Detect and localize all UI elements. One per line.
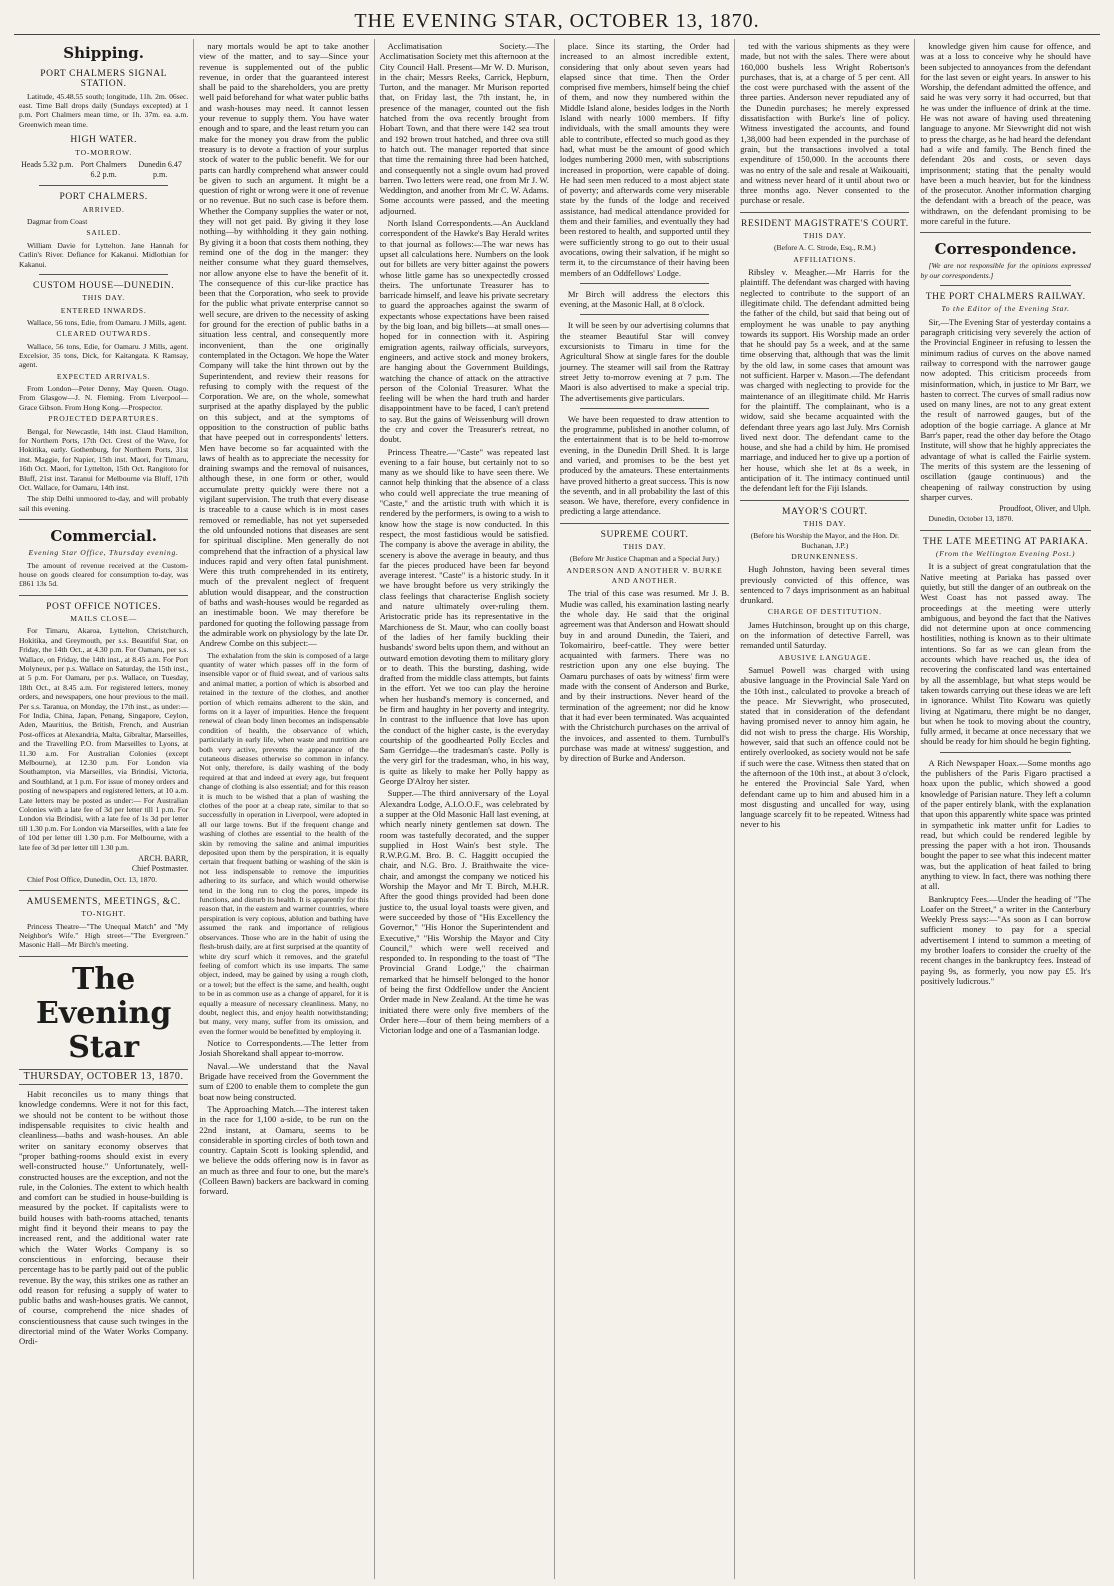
divider <box>740 500 909 501</box>
amusements-title: AMUSEMENTS, MEETINGS, &C. <box>26 897 181 908</box>
resident-court-sub: THIS DAY. <box>803 231 847 241</box>
port-signal-text: Latitude, 45.48.55 south; longitude, 11h. 2m. 06sec. east. Time Ball drops daily (Sundays excepted) at 1 p.m. Port Chalmers mean time, or 1h. 37m. ea. a.m. Greenwich mean time. <box>19 91 189 129</box>
divider <box>19 890 188 891</box>
supreme-court-before: (Before Mr Justice Chapman and a Special Jury.) <box>569 554 720 564</box>
oddfellows-continued: place. Since its starting, the Order had increased to an almost incredible extent, considering that only about seven years had elapsed since that time. Then the Order comprised five members, himself being the chief of them, and now they numbered within the Middle Island alone, besides lodges in the North Island with nearly 1000 members. If fifty individuals, with the small amounts they were able to contribute, effected so much good as they had, what must be the amount of good which lodges numbering 2000 men, with subscriptions increased in proportion, were capable of doing. He had seen men reduced to a most abject state of poverty; and afterwards come very miserable state by the funds of the lodge and received assistance, had medical attendance provided for them and their families, and eventually they had been restored to health, and supported until they were sufficiently strong to go out to their usual avocations, owing their salvation, if he might so term it, to the circumstance of their having been members of an Oddfellows' Lodge. <box>559 41 730 278</box>
naval-paragraph: Naval.—We understand that the Naval Brigade have received from the Government the sum of £200 to enable them to complete the gun boat now being constructed. <box>199 1060 369 1102</box>
birch-notice: Mr Birch will address the electors this evening, at the Masonic Hall, at 8 o'clock. <box>559 288 730 310</box>
column-2 <box>194 39 374 1579</box>
supreme-court-sub: THIS DAY. <box>623 542 666 552</box>
affiliations-sub: AFFILIATIONS. <box>793 254 857 264</box>
tide-heads: Heads 5.32 p.m. <box>21 159 74 169</box>
high-water-title: HIGH WATER. <box>70 135 137 146</box>
pariaka-source: (From the Wellington Evening Post.) <box>935 549 1076 559</box>
tide-dunedin: Dunedin 6.47 p.m. <box>138 159 182 180</box>
column-1 <box>14 39 194 1579</box>
projected-text: Bengal, for Newcastle, 14th inst. Claud Hamilton, for Northern Ports, 17th Oct. Crest of the Wave, for Hokitika, early. Gothenburg, for Northern Ports, 31st inst. Maggie, for Napier, 15th inst. Maori, for Timaru, 16th Oct. Maori, for Lyttelton, 15th Oct. Rangitoto for Bluff, 21st inst. Taranui for Melbourne via Bluff, 17th Oct. Wallace, for Oamaru, 14th inst. <box>19 426 189 492</box>
drunkenness-sub: DRUNKENNESS. <box>791 551 859 561</box>
postmaster-title: Chief Postmaster. <box>131 864 189 874</box>
evening-star-title: The Evening Star <box>35 961 172 1065</box>
mayors-court-title: MAYOR'S COURT. <box>782 506 868 517</box>
commercial-office: Evening Star Office, Thursday evening. <box>28 548 179 558</box>
high-water-sub: TO-MORROW. <box>75 147 133 157</box>
commercial-text: The amount of revenue received at the Custom-house on goods cleared for consumption to-day, was £861 13s 5d. <box>19 560 189 589</box>
divider <box>940 752 1070 753</box>
divider <box>940 285 1070 286</box>
shipping-heading: Shipping. <box>63 44 145 62</box>
destitution-text: James Hutchinson, brought up on this charge, on the information of detective Farrell, was remanded until Saturday. <box>740 619 910 651</box>
acclimatisation-paragraph: Acclimatisation Society.—The Acclimatisation Society met this afternoon at the City Council Hall. Present—Mr W. D. Murison, in the chair; Messrs Reeks, Carrick, Hepburn, Turton, and the manager. Mr Murison reported that, on Friday last, the 7th instant, he, in presence of the manager, counted out the fish hatched from the ova recently brought from Hobart Town, and that there were 142 sea trout and 192 brown trout hatched, and three ova still to hatch out. The manager reported that since that time the remaining three had been hatched, and consequently not a single ovum had proved barren. Two letters were read, one from Mr J. W. Weddington, and another from Mr C. W. Adams. Some accounts were passed, and the meeting adjourned. <box>379 41 549 216</box>
custom-house-sub: THIS DAY. <box>82 293 125 303</box>
cleared-sub: CLEARED OUTWARDS. <box>56 329 151 339</box>
abusive-text: Samuel Powell was charged with using abusive language in the Provincial Sale Yard on the 10th inst., calculated to provoke a breach of the peace. Mr Sievwright, who prosecuted, stated that in consideration of the defendant having promised never to annoy him again, he did not wish to press the charge. His Worship, however, said that such an offence could not be entirely overlooked, as society would not be safe if such were the case. Witness then stated that on the afternoon of the 10th inst., at about 3 o'clock, he entered the Provincial Sale Yard, when defendant came up to him and abused him in a most disgusting and uncalled for way, using language scarcely fit to be repeated. Witness had never to his <box>740 664 910 830</box>
port-chalmers-title: PORT CHALMERS. <box>59 192 148 203</box>
notice-correspondents: Notice to Correspondents.—The letter from Josiah Shorekand shall appear to-morrow. <box>199 1038 369 1059</box>
postmaster-place: Chief Post Office, Dunedin, Oct. 13, 1870. <box>27 874 157 884</box>
expected-sub: EXPECTED ARRIVALS. <box>56 371 151 381</box>
projected-sub: PROJECTED DEPARTURES. <box>48 414 159 424</box>
divider <box>920 232 1090 233</box>
resident-court-before: (Before A. C. Strode, Esq., R.M.) <box>774 243 876 253</box>
railway-to: To the Editor of the Evening Star. <box>941 304 1070 314</box>
supreme-court-title: SUPREME COURT. <box>600 529 689 540</box>
editorial-text: Habit reconciles us to many things that knowledge condemns. Were it not for this fact, we should not be content to be without those indispensable requisites to civic health and cleanliness—baths and wash-houses. An able writer on sanitary economy observes that "proper bathing-rooms should exist in every well-constructed house." Unfortunately, well-constructed houses are the exception, and not the rule, in the Colonies. The extent to which health and comfort can be studied in house-building is measured by the pocket. If capitalists were to build houses with bath-rooms attached, tenants might find it beyond their means to pay the increased rent, and the additional water rate which the Water Works Company is so conscientious in enforcing, because their percentage has to be partly paid out of the public revenue. By the way, this strikes one as rather an odd reason for refusing a supply of water to public baths and wash-houses gratis. We cannot, of course, comprehend the nice shades of conscientiousness that cause such twinges in the directorial mind of the Water Works Company. Ordi- <box>19 1089 189 1347</box>
railway-signature: Proudfoot, Oliver, and Ulph. <box>999 504 1091 514</box>
amusements-sub: TO-NIGHT. <box>81 909 126 919</box>
divider <box>39 185 168 186</box>
port-signal-title: PORT CHALMERS SIGNAL STATION. <box>40 69 168 90</box>
bankruptcy-fees: Bankruptcy Fees.—Under the heading of "The Loafer on the Street," a writer in the Canterbury Weekly Press says:—"As soon as I can borrow sufficient money to pay for a special advertisement I intend to summon a meeting of my brother loafers to consider the cruelty of the recent changes in the bankruptcy fees. Instead of paying 9s, as formerly, you now pay £5. It's positively ludicrous." <box>920 893 1091 986</box>
divider <box>580 408 709 409</box>
match-paragraph: The Approaching Match.—The interest taken in the race for 1,100 a-side, to be run on the 22nd instant, at Oamaru, seems to be considerable in sporting circles of both town and country. Captain Scott is looking splendid, and we believe the odds offering now is in favor as an much as three and four to one, but the mare's (Colleen Bawn) backers are backward in coming forward. <box>199 1103 369 1197</box>
correspondence-note: [We are not responsible for the opinions expressed by our correspondents.] <box>920 261 1091 280</box>
destitution-sub: CHARGE OF DESTITUTION. <box>767 607 882 617</box>
masthead: THE EVENING STAR, OCTOBER 13, 1870. <box>14 8 1100 35</box>
sailed-text: William Davie for Lyttelton. Jane Hannah for Catlin's River. Defiance for Kakanui. Midlothian for Kakanui. <box>19 240 189 269</box>
post-office-title: POST OFFICE NOTICES. <box>46 601 162 612</box>
mails-text: For Timaru, Akaroa, Lyttelton, Christchurch, Hokitika, and Greymouth, per s.s. Beautiful Star, on Friday, the 14th Oct., at 4.30 p.m. For Oamaru, per s.s. Wallace, on Friday, the 14th inst., at 8.45 a.m. For Port Molyneux, per p.s. Wallace on Saturday, the 15th inst., at 5 p.m. For Oamaru, per p.s. Wallace, on Tuesday, 18th Oct., at 8.45 a.m. For registered letters, money orders, and newspapers, one hour previous to the mail. Per s.s. Taranua, on Monday, the 17th inst., as under:— For India, China, Japan, Penang, Singapore, Ceylon, Aden, Mauritius, the British, French, and Austrian Post-offices at Alexandria, Malta, Gibraltar, Marseilles, and the Travelling P.O. from Marseilles to Lyons, at 11.30 a.m. For Australian Colonies (except Melbourne), at 12.30 p.m. For London via Southampton, via Marseilles, via Brindisi, Victoria, and Southland, at 1 p.m. For issue of money orders and posting of newspapers and registered letters, at 10 a.m. Late letters may be posted as under:— For Australian Colonies with a late fee of 3d per letter till 1 p.m. For London via Brindisi, with a late fee of 1s 3d per letter till 1.30 p.m. For London via Marseilles, with a late fee of 10d per letter till 1.30 p.m. For Melbourne, with a late fee of 3d per letter till 1.30 p.m. <box>19 626 189 852</box>
supper-paragraph: Supper.—The third anniversary of the Loyal Alexandra Lodge, A.I.O.O.F., was celebrated by a supper at the Old Masonic Hall last evening, at which nearly ninety gentlemen sat down. The room was tastefully decorated, and the supper supplied in Host Wain's best style. The R.W.P.G.M. Bro. B. C. Haggitt occupied the chair, and N.G. Bro. J. Braithwaite the vice-chair, and amongst the company we noticed his Worship the Mayor and Mr T. Birch, M.H.R. After the good things provided had been done justice to, the usual loyal toasts were given, and were succeeded by those of "His Excellency the Governor," "His Honor the Superintendent and Executive," "His Worship the Mayor and City Council," which were well received and responded to. In responding to the toast of "The Provincial Grand Lodge," the chairman remarked that he himself belonged to the honor of being the first Oddfellow under the Ancient Order made in New Zealand. At the time he was initiated there were only five members of the Order here—four of them being members of a Victorian lodge and one of a Tasmanian lodge. <box>379 788 549 1036</box>
abusive-continued: knowledge given him cause for offence, and was at a loss to conceive why he should have been subjected to annoyances from the defendant for the last seven or eight years. In answer to his Worship, the defendant admitted the offence, and said he was very sorry it had occurred, but that he was under the influence of drink at the time. He was not aware of having used threatening language to anyone. Mr Sievwright did not wish to press the charge, as he had heard the defendant had a wife and family. The Bench fined the defendant 20s and costs, or seven days imprisonment; stating that the penalty would have been a much heavier, but for the kindness of the prosecutor. Another information charging the defendant with a breach of the peace, was withdrawn, on the defendant promising to be more careful in the future. <box>920 41 1091 227</box>
excursion-notice: It will be seen by our advertising columns that the steamer Beautiful Star will convey excursionists to Timaru in time for the Agricultural Show at single fares for the double journey. The steamer will sail from the Rattray street Jetty to-morrow evening at 7 p.m. The Maori is also advertised to make a special trip. The advertisements give particulars. <box>559 320 730 403</box>
divider <box>580 314 709 315</box>
combe-quote: The exhalation from the skin is composed of a large quantity of water which passes off in the form of insensible vapor or of fluid sweat, and of various salts and animal matter, a portion of which is absorbed and retained in the texture of the clothes, and another portion of which remains adherent to the skin, and forms on it a layer of impurities. Hence the frequent renewal of clean body linen becomes an indispensable condition of health, the observance of which, particularly in early life, when waste and nutrition are both very active, prevents the appearance of the cutaneous diseases otherwise so common in infancy. Not only, therefore, is daily washing of the body required at that and indeed at every age, but frequent change of clothing is also essential; and for this reason it is much to be wished that a plan of washing the clothes of the poor at a cheap rate, similar to that so successfully in operation in Liverpool, were adopted in all our large towns. But if the frequent change and washing of clothes are essential to the health of the skin by removing the saline and animal impurities deposited upon them by the perspiration, it is equally certain that frequent bathing or washing of the skin is not less indispensable to remove the impurities adhering to its surface, and which would otherwise tend in the long run to clog the pores, impede its functions, and disturb its health. It is apparently for this reason that, in the eastern and warmer countries, where perspiration is very copious, ablution and bathing have assumed the rank and importance of religious observances. Those who are in the habit of using the flesh-brush daily, are at first surprised at the quantity of white dry scurf which it removes, and the grateful feeling of comfort which its use imparts. The same object, indeed, may be gained by using a rough cloth, or a towel; but the effect is the same, and health, ought to be in as common use as a change of apparel, for it is equally a measure of necessary cleanliness. Many, no doubt, neglect this, and enjoy health notwithstanding; but many, very many, suffer from its omission, and even the former would be benefitted by employing it. <box>199 650 369 1036</box>
tide-port: Port Chalmers 6.2 p.m. <box>80 159 127 180</box>
mails-sub: MAILS CLOSE— <box>70 614 138 624</box>
divider <box>560 523 729 524</box>
custom-house-title: CUSTOM HOUSE—DUNEDIN. <box>33 280 175 291</box>
commercial-heading: Commercial. <box>50 527 157 546</box>
supreme-court-case: ANDERSON AND ANOTHER V. BURKE AND ANOTHER. <box>566 565 723 586</box>
column-4 <box>555 39 735 1579</box>
divider <box>740 212 909 213</box>
amusements-text: Princess Theatre—"The Unequal Match" and "My Neighbor's Wife." High street—"The Evergreen." Masonic Hall—Mr Birch's meeting. <box>19 921 189 950</box>
railway-title: THE PORT CHALMERS RAILWAY. <box>925 292 1086 303</box>
column-5 <box>735 39 915 1579</box>
cleared-text: Wallace, 56 tons, Edie, for Oamaru. J Mills, agent. Excelsior, 35 tons, Dick, for Kaitangata. K Ramsay, agent. <box>19 341 189 370</box>
arrived-sub: ARRIVED. <box>82 204 125 214</box>
abusive-sub: ABUSIVE LANGUAGE. <box>778 652 872 662</box>
column-3 <box>375 39 555 1579</box>
railway-letter: Sir,—The Evening Star of yesterday contains a paragraph criticising very severely the action of the Provincial Engineer in refusing to lessen the minimum radius of curves on the above named railway to correspond with the narrower gauge now adopted. This criticism proceeds from misinformation, which, in justice to Mr Barr, we hasten to correct. The curves of small radius now used on many lines, are not to any great extent the result of narrowed gauges, but of the adoption of the bogie carriage. A glance at Mr Barr's paper, read the other day before the Otago Institute, will show that he highly appreciates the advantage of what is called the Fairlie system. The merits of this system are the lessening of oscillation (gauge continuous) and the cheapening of railway construction by using sharper curves. <box>920 316 1091 502</box>
pariaka-title: THE LATE MEETING AT PARIAKA. <box>922 536 1089 547</box>
pariaka-text: It is a subject of great congratulation that the Native meeting at Pariaka has passed over quietly, but still the danger of an outbreak on the West Coast has not passed away. The proceedings at the meeting were utterly ambiguous, and beyond the fact that the Natives did not determine upon at once commencing hostilities, nothing is known as to their ultimate intentions. So far as we can glean from the accounts which have reached us, the idea of recovering the confiscated land was entertained by all the assemblage, but what steps would be taken towards carrying out these ideas we are left in ignorance. Whilst Tito Kowaru was quietly living at Ngatimaru, there might be no danger, but when he took to moving about the country, fully armed, it became at once necessary that we should be ready for him should he begin fighting. <box>920 561 1091 747</box>
north-island-paragraph: North Island Correspondents.—An Auckland correspondent of the Hawke's Bay Herald writes to that journal as follows:—The war news has upset all calculations here. Numbers on the look out for billets are very bitter against the powers whose little game has so unexpectedly crossed theirs. The unfortunate Treasurer has to barricade himself, and leave his private secretary to guard the approaches against the swarm of expectants whose expectations have been raised by the big loan, and big billets—at small ones—hoped for in connection with it. Aspiring emigration agents, railway officials, surveyors, engineers, and active stock and money brokers, are hanging about the Government Buildings, watching the chance of attack on the attractive person of the Colonial Treasurer. What the feeling will be when the hard truth and harder disappointment have to be faced, I can't pretend to say. But the gains of Weissenburg will drown the cry and cover the Treasurer's retreat, no doubt. <box>379 218 549 445</box>
sailed-sub: SAILED. <box>86 228 121 238</box>
divider <box>920 530 1090 531</box>
princess-theatre-paragraph: Princess Theatre.—"Caste" was repeated last evening to a fair house, but certainly not to so many as we should like to have seen there. We cannot help thinking that the absence of a class who could well appreciate the true meaning of "Caste," and the artistic truth with which it is rendered by the performers, is owing to a wish to know how the stage is now conducted. In this respect, the most fastidious would be satisfied. The company is above the average in ability, the scenery is above the average in beauty, and thus far the pieces produced have been far beyond average interest. "Caste" is a historic study. In it we have brought before us very strikingly the class feelings that characterise English society and nature ultimately over-ruling them. Aristocratic pride has its representative in the Marchioness de St. Maur, who can coolly boast of the ladies of her family buckling their husbands' sword belts upon them, and without an outward emotion devoting them to military glory or to death. This the bursting, dashing, wide drafted from the middle class attempts, but faints in the effort. Yet we too can play the heroine when her husband's memory is concerned, and be firm and haughty in her poverty and integrity. In contrast to the influence that love has upon the conduct of the higher caste, is the everyday courtship of the goodhearted Polly Eccles and Sam Gerridge—the tradesman's caste. Polly is the very girl for the tradesman, who, in his way, is quite as likely to make her Polly happy as George D'Alroy her sister. <box>379 446 549 787</box>
divider <box>580 283 709 284</box>
supreme-court-continued: ted with the various shipments as they were made, but not with the sales. There were about 160,000 bushels less Wright Robertson's purchases, that is, at a charge of 5 per cent. All the cost were purchased with the assent of the three parties. Anderson never repudiated any of the Dunedin purchases; he merely expressed dissatisfaction with Burke's line of policy. Witness investigated the accounts, and found 1,38,000 had been expended in the purchase of grain, but the transactions involved a total expenditure of 150,000. In the accounts there was no entry of the sale and resale at Waikouaiti, and witness never heard of it until about two or three months ago. Never consented to the purchase or resale. <box>740 41 910 206</box>
divider <box>19 519 188 520</box>
tide-table <box>19 160 188 181</box>
mayors-court-before: (Before his Worship the Mayor, and the Hon. Dr. Buchanan, J.P.) <box>750 531 900 550</box>
drunkenness-text: Hugh Johnston, having been several times previously convicted of this offence, was sentenced to 7 days imprisonment as an habitual drunkard. <box>740 564 910 606</box>
divider <box>39 274 168 275</box>
supreme-court-text: The trial of this case was resumed. Mr J. B. Mudie was called, his examination lasting nearly the whole day. He said that the original agreement was that Anderson and Howatt should buy in and around Dunedin, the Taieri, and Tokomairiro, beef-cattle. They were better acquainted with farmers. There was no restriction upon any one else buying. The Oamaru purchases of oats by witness' firm were made with the consent of Anderson and Burke, and by their instructions. Never heard of the termination of the agreement; nor did he know that it had ever been terminated. Was acquainted with the Christchurch purchases on the arrival of the invoices, and assented to them. Turnbull's purchase was made at witness' suggestion, and by direction of Burke and Anderson. <box>559 588 730 764</box>
newspaper-hoax: A Rich Newspaper Hoax.—Some months ago the publishers of the Paris Figaro practised a hoax upon the public, which showed a good knowledge of Parisian nature. They left a column of the paper entirely blank, with the explanation that upon this apparently white space was printed in sympathetic ink matter unfit for Ladies to read, but which could be rendered legible by pressing the paper with a hot iron. Thousands bought the paper to see what this indecent matter was, but the application of heat failed to bring anything to view. In fact, there was nothing there at all. <box>920 757 1091 892</box>
entertainment-notice: We have been requested to draw attention to the programme, published in another column, of the entertainment that is to be held to-morrow evening, in the Dunedin Drill Shed. It is large and varied, and promises to be the best yet produced by the amateurs. These entertainments have proved hitherto a great success. This is now the seventh, and in all probability the last of this season. We have, therefore, every confidence in predicting a large attendance. <box>559 413 730 517</box>
delhi-text: The ship Delhi unmoored to-day, and will probably sail this evening. <box>19 494 189 513</box>
divider <box>19 956 188 957</box>
editorial-dateline: THURSDAY, OCTOBER 13, 1870. <box>19 1069 188 1085</box>
correspondence-heading: Correspondence. <box>934 240 1077 259</box>
resident-court-text: Ribsley v. Meagher.—Mr Harris for the plaintiff. The defendant was charged with having neglected to contribute to the support of an illegitimate child. The defendant admitted being the father of the child, but said that being out of employment he was unable to pay anything towards its support. His Worship made an order that he should pay 5s a week, and at the same time observing that, although that was the limit by the old law, in some cases that amount was not sufficient. Harper v. Mason.—The defendant was charged with neglecting to provide for the maintenance of an illegitimate child. Mr Harris for the plaintiff. The complainant, who is a widow, said she became acquainted with the defendant three years ago last July. Mrs Cornish lived next door. The defendant came to the house, and she had a child by him. He promised marriage, and induced her to give up a portion of her house, which she let at 8s a week, in anticipation of it. The intimacy continued until the defendant left for the Fiji Islands. <box>740 267 910 494</box>
expected-text: From London—Peter Denny, May Queen. Otago. From Glasgow—J. N. Fleming. From Liverpool—Grace Gibson. From Hong Kong.—Prospector. <box>19 384 189 412</box>
divider <box>19 595 188 596</box>
editorial-continued: nary mortals would be apt to take another view of the matter, and to say—Since your revenue is supplemented out of the public revenue, in order that the guaranteed interest shall be paid to the shareholders, you are pretty well paid beforehand for what water public baths and wash-houses may need. It cannot lessen your revenue to supply them. You have water enough and to spare, and the least return you can make for the money you draw from the public treasury is to devote a fraction of your surplus stock of water to the public benefit. We for our parts can hardly comprehend what answer could be given to such an argument. It might be a question of right or wrong were it one of revenue or no revenue. But no such case is before them. Whether the Company supplies the water or not, they will not get paid. By giving it they lose nothing—by withholding it they gain nothing. By giving it a boon that costs them nothing, they remind one of the dog in the manger: they neither consume what they guard themselves, nor allow anyone else to have the benefit of it. The consequence of this cur-like practice has been that the Corporation, who seek to provide for the public what private enterprise cannot so well secure, are driven to the necessity of asking for ground for the erection of public baths in a situation less central, and consequently more inconvenient, than the one originally contemplated in the Octagon. We hope the Water Company will take the hint thrown out by the Superintendent, and review their reasons for refusing to comply with the request of the Corporation. We are, on the whole, somewhat surprised at the apathy displayed by the public on this subject, and at the symptoms of opposition to the construction of public baths that have peeped out in correspondents' letters. Men have become so far acquainted with the laws of health as to appreciate the necessity for draining swamps and the removal of nuisances, although these, in one form or other, would accumulate pretty quickly were there not a vigilant supervision. The truth that every disease is traceable to a cause which is in most cases removed or remediable, has not yet superseded the old unfounded notions that diseases are sent for spiritual discipline. Men generally do not comprehend that the infraction of a physical law induces rapid and very often fatal punishment. Were this truth comprehended in its entirety, much of the prevalent neglect of frequent ablution would disappear, and the construction of baths and wash-houses would be regarded as an inestimable boon. We may therefore be pardoned for quoting the following passage from the admirable work on physiology by the late Dr. Andrew Combe on this subject:— <box>199 41 369 649</box>
postmaster-name: ARCH. BARR, <box>138 854 189 864</box>
column-6 <box>915 39 1095 1579</box>
entered-text: Wallace, 56 tons, Edie, from Oamaru. J Mills, agent. <box>27 317 187 327</box>
resident-court-title: RESIDENT MAGISTRATE'S COURT. <box>740 218 909 229</box>
railway-place: Dunedin, October 13, 1870. <box>928 514 1014 524</box>
mayors-court-sub: THIS DAY. <box>803 518 847 528</box>
arrived-text: Dagmar from Coast <box>27 217 88 226</box>
entered-sub: ENTERED INWARDS. <box>60 305 147 315</box>
